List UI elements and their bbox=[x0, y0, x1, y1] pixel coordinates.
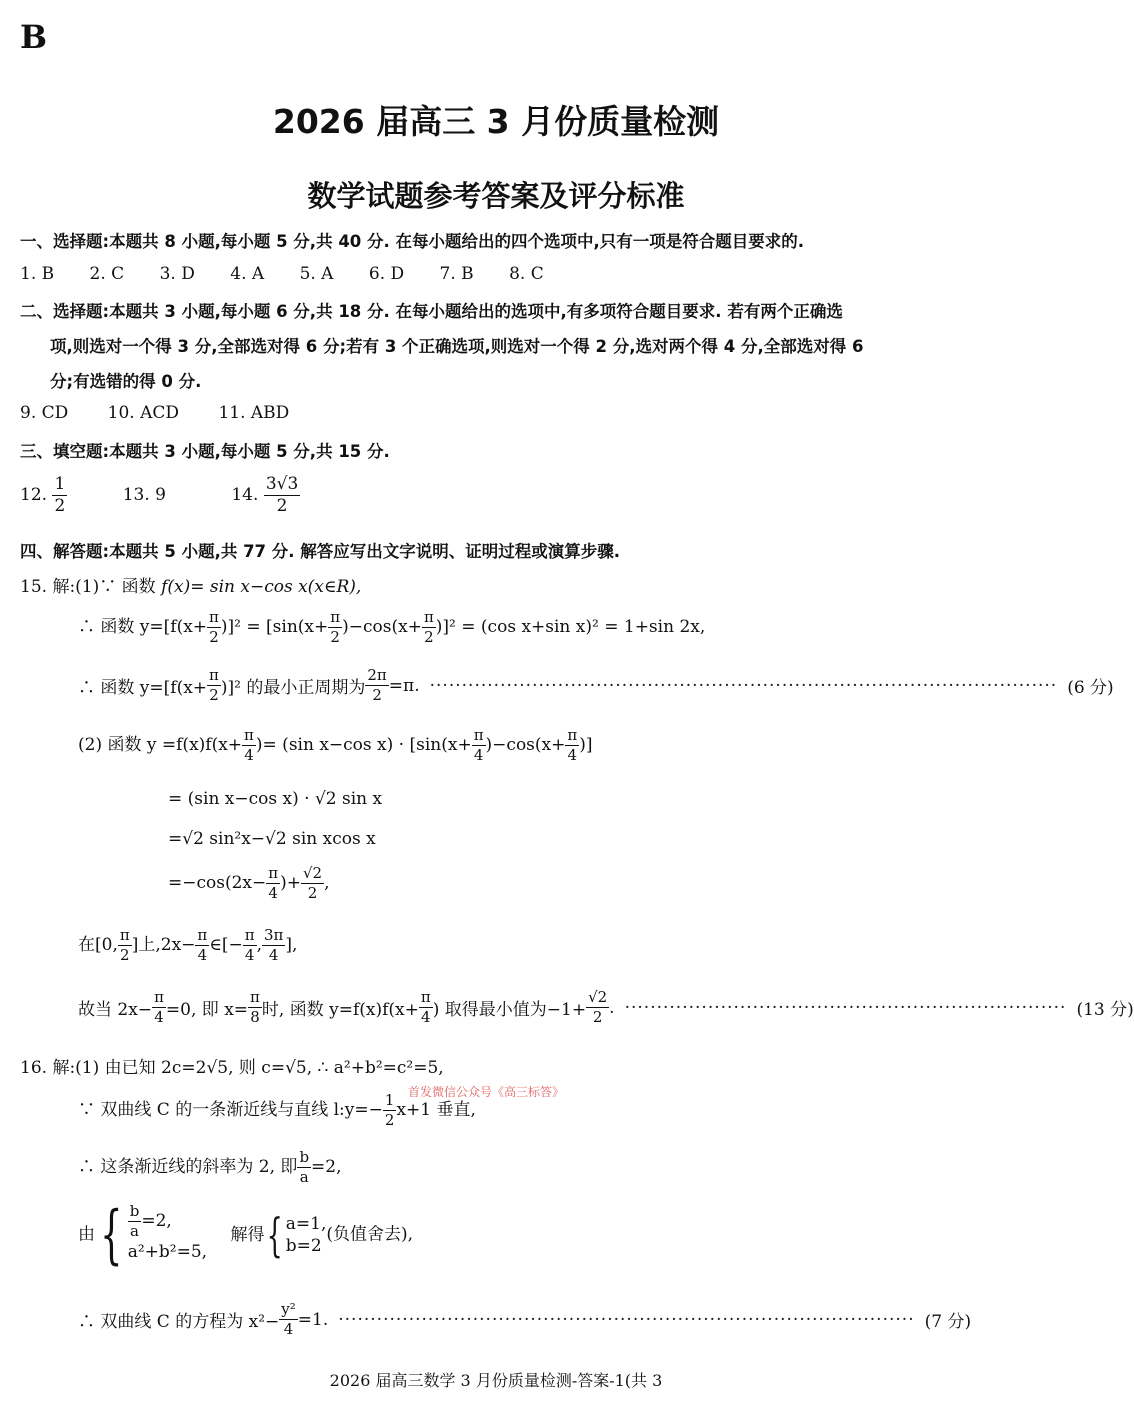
den: 2 bbox=[307, 884, 318, 902]
text: ]上,2x− bbox=[131, 935, 196, 955]
text: 由 bbox=[78, 1224, 95, 1245]
section-2-line-3: 分;有选错的得 0 分. bbox=[50, 372, 202, 391]
q15-line-9 bbox=[78, 988, 1134, 1026]
q16-line-1: 16. 解:(1) 由已知 2c=2√5, 则 c=√5, ∴ a²+b²=c²=5, bbox=[20, 1058, 444, 1078]
fraction-pi-2 bbox=[328, 610, 342, 645]
text: =1. bbox=[297, 1309, 329, 1330]
num: π bbox=[209, 608, 219, 626]
q14-fraction bbox=[264, 476, 300, 515]
den: 2 bbox=[209, 628, 219, 646]
answer-item: 6. D bbox=[368, 264, 405, 284]
num: 1 bbox=[384, 1091, 395, 1109]
text: =2, bbox=[311, 1157, 342, 1177]
num: 3π bbox=[264, 926, 284, 944]
den: 4 bbox=[283, 1320, 294, 1338]
text: )]² = [sin(x+ bbox=[220, 617, 329, 637]
num: π bbox=[423, 608, 434, 626]
num: π bbox=[567, 726, 578, 744]
den: 4 bbox=[244, 946, 255, 964]
left-brace: { bbox=[267, 1208, 284, 1262]
equation-2: a²+b²=5, bbox=[127, 1241, 208, 1262]
num: π bbox=[244, 926, 255, 944]
num: π bbox=[209, 666, 219, 684]
q15-line-6: =√2 sin²x−√2 sin xcos x bbox=[168, 829, 376, 849]
fill-answers bbox=[20, 476, 300, 515]
q15-line-1 bbox=[20, 572, 361, 597]
text: )] bbox=[579, 735, 593, 755]
text: , bbox=[324, 873, 330, 893]
q13-answer: 13. 9 bbox=[122, 485, 166, 505]
answer-item: 10. ACD bbox=[107, 403, 180, 423]
text: ∵ 双曲线 C 的一条渐近线与直线 l:y=− bbox=[78, 1100, 383, 1120]
fraction-pi-4 bbox=[472, 728, 486, 763]
text: 解得 bbox=[230, 1224, 265, 1245]
fraction-y2-4 bbox=[279, 1302, 298, 1337]
q15-head: 15. 解:(1)∵ 函数 bbox=[20, 577, 156, 597]
score-mark: (6 分) bbox=[1067, 678, 1114, 698]
q14-denominator: 2 bbox=[276, 496, 288, 516]
page-title: 2026 届高三 3 月份质量检测 bbox=[272, 102, 720, 141]
answers-1 bbox=[20, 264, 544, 284]
corner-label: B bbox=[20, 18, 48, 56]
score-mark: (7 分) bbox=[924, 1312, 972, 1332]
num: √2 bbox=[588, 988, 608, 1006]
text: 时, 函数 y=f(x)f(x+ bbox=[261, 1000, 419, 1020]
q15-line-4 bbox=[78, 728, 593, 763]
num: π bbox=[268, 864, 279, 882]
fraction-b-a bbox=[128, 1201, 142, 1240]
den: a bbox=[130, 1221, 139, 1240]
score-mark: (13 分) bbox=[1076, 1000, 1134, 1020]
text: 在[0, bbox=[78, 935, 118, 955]
fraction-pi-4 bbox=[195, 928, 209, 963]
num: y² bbox=[281, 1300, 296, 1318]
den: 4 bbox=[473, 746, 484, 764]
fraction-2pi-2 bbox=[365, 668, 388, 703]
text: ], bbox=[285, 935, 298, 955]
answer-item: 2. C bbox=[89, 264, 125, 284]
section-2-line-2: 项,则选对一个得 3 分,全部选对得 6 分;若有 3 个正确选项,则选对一个得 2 分,选对两个得 4 分,全部选对得 6 bbox=[50, 337, 864, 356]
answer-item: 7. B bbox=[439, 264, 474, 284]
q15-line-5: = (sin x−cos x) · √2 sin x bbox=[168, 789, 383, 809]
fraction-pi-2 bbox=[207, 668, 221, 703]
text: ∴ 函数 y=[f(x+ bbox=[78, 617, 208, 637]
fraction-pi-2 bbox=[207, 610, 221, 645]
watermark: 首发微信公众号《高三标答》 bbox=[408, 1085, 565, 1099]
fraction-pi-4 bbox=[266, 866, 280, 901]
num: π bbox=[473, 726, 484, 744]
page-footer: 2026 届高三数学 3 月份质量检测-答案-1(共 3 bbox=[329, 1371, 663, 1390]
leader-dots: ·························································································· bbox=[338, 1309, 915, 1330]
den: 8 bbox=[250, 1008, 260, 1026]
answer-item: 4. A bbox=[230, 264, 265, 284]
text: )+ bbox=[280, 873, 301, 893]
text: ) 取得最小值为−1+ bbox=[432, 1000, 587, 1020]
fraction-pi-4 bbox=[242, 728, 256, 763]
text: ∴ 双曲线 C 的方程为 x²− bbox=[78, 1312, 280, 1332]
fraction-pi-4 bbox=[243, 928, 257, 963]
fraction-3pi-4 bbox=[262, 928, 285, 963]
q16-line-4 bbox=[78, 1198, 414, 1272]
text: =−cos(2x− bbox=[168, 873, 267, 893]
text: x+1 垂直, bbox=[396, 1100, 476, 1120]
equation-system bbox=[127, 1201, 208, 1266]
text: )= (sin x−cos x) · [sin(x+ bbox=[255, 735, 472, 755]
q15-line-3 bbox=[78, 666, 1114, 704]
leader-dots: ····································································· bbox=[624, 997, 1067, 1018]
text: )]² 的最小正周期为 bbox=[220, 678, 366, 698]
q12-denominator: 2 bbox=[54, 496, 66, 516]
text: =π. bbox=[388, 675, 420, 696]
text: ∴ 这条渐近线的斜率为 2, 即 bbox=[78, 1157, 298, 1177]
den: 2 bbox=[330, 628, 340, 646]
answers-2 bbox=[20, 403, 289, 423]
den: 2 bbox=[592, 1008, 603, 1026]
num: π bbox=[197, 926, 208, 944]
text: =2, bbox=[141, 1210, 172, 1231]
text: , bbox=[256, 935, 262, 955]
equation-1 bbox=[128, 1201, 207, 1240]
answer-item: 8. C bbox=[509, 264, 544, 284]
q15-line-8 bbox=[78, 928, 297, 963]
answer-item: 5. A bbox=[299, 264, 334, 284]
fraction-pi-4 bbox=[152, 990, 166, 1025]
num: b bbox=[129, 1201, 140, 1220]
num: π bbox=[250, 988, 260, 1006]
text: (负值舍去), bbox=[326, 1224, 414, 1245]
fraction-pi-8 bbox=[248, 990, 262, 1025]
num: π bbox=[244, 726, 254, 744]
fraction-pi-4 bbox=[419, 990, 433, 1025]
fraction-b-a bbox=[297, 1150, 311, 1185]
den: 4 bbox=[154, 1008, 164, 1026]
fraction-sqrt2-2 bbox=[301, 866, 324, 901]
den: 2 bbox=[209, 686, 219, 704]
text: )−cos(x+ bbox=[342, 617, 422, 637]
leader-dots: ·································································································· bbox=[429, 675, 1058, 696]
solution-2: b=2 bbox=[285, 1236, 322, 1256]
q15-line-2 bbox=[78, 610, 705, 645]
text: )−cos(x+ bbox=[485, 735, 566, 755]
den: 4 bbox=[197, 946, 208, 964]
num: π bbox=[330, 608, 341, 626]
q14-numerator: 3√3 bbox=[265, 474, 299, 494]
den: a bbox=[299, 1168, 309, 1186]
fraction-sqrt2-2 bbox=[586, 990, 609, 1025]
q16-line-2 bbox=[78, 1093, 476, 1128]
q16-line-3 bbox=[78, 1150, 342, 1185]
q16-line-5 bbox=[78, 1300, 972, 1338]
num: π bbox=[420, 988, 431, 1006]
section-1-heading: 一、选择题:本题共 8 小题,每小题 5 分,共 40 分. 在每小题给出的四个选项中,只有一项是符合题目要求的. bbox=[20, 232, 805, 251]
den: 4 bbox=[268, 884, 278, 902]
q15-function-def: f(x)= sin x−cos x(x∈R), bbox=[161, 577, 362, 597]
text: ∴ 函数 y=[f(x+ bbox=[78, 678, 208, 698]
den: 4 bbox=[421, 1008, 431, 1026]
den: 4 bbox=[268, 946, 279, 964]
den: 4 bbox=[244, 746, 254, 764]
num: π bbox=[119, 926, 130, 944]
num: 2π bbox=[367, 666, 387, 684]
fraction-1-2 bbox=[383, 1093, 397, 1128]
q12-label: 12. bbox=[20, 485, 48, 505]
text: )]² = (cos x+sin x)² = 1+sin 2x, bbox=[435, 617, 706, 637]
text: (2) 函数 y =f(x)f(x+ bbox=[78, 735, 243, 755]
text: =0, 即 x= bbox=[165, 1000, 249, 1020]
num: √2 bbox=[303, 864, 323, 882]
answer-item: 1. B bbox=[20, 264, 55, 284]
q12-fraction bbox=[52, 476, 67, 515]
page-subtitle: 数学试题参考答案及评分标准 bbox=[307, 179, 685, 213]
den: 2 bbox=[372, 686, 382, 704]
text: 故当 2x− bbox=[78, 1000, 153, 1020]
solution-1: a=1, bbox=[285, 1213, 327, 1234]
q15-line-7 bbox=[168, 866, 330, 901]
q12-numerator: 1 bbox=[54, 474, 66, 494]
section-4-heading: 四、解答题:本题共 5 小题,共 77 分. 解答应写出文字说明、证明过程或演算步骤. bbox=[20, 542, 621, 561]
section-2-heading: 二、选择题:本题共 3 小题,每小题 6 分,共 18 分. 在每小题给出的选项中,有多项符合题目要求. 若有两个正确选 bbox=[20, 302, 843, 321]
answer-item: 11. ABD bbox=[218, 403, 290, 423]
solution-system bbox=[286, 1213, 327, 1257]
num: π bbox=[154, 988, 164, 1006]
den: 4 bbox=[567, 746, 578, 764]
answer-item: 9. CD bbox=[20, 403, 69, 423]
den: 2 bbox=[424, 628, 434, 646]
q14-label: 14. bbox=[231, 485, 259, 505]
num: b bbox=[299, 1148, 310, 1166]
text: ∈[− bbox=[209, 935, 243, 955]
section-3-heading: 三、填空题:本题共 3 小题,每小题 5 分,共 15 分. bbox=[20, 442, 390, 461]
answer-item: 3. D bbox=[159, 264, 195, 284]
den: 2 bbox=[120, 946, 130, 964]
fraction-pi-2 bbox=[422, 610, 436, 645]
den: 2 bbox=[384, 1111, 395, 1129]
text: . bbox=[609, 997, 615, 1018]
left-brace: { bbox=[100, 1198, 123, 1272]
fraction-pi-4 bbox=[565, 728, 579, 763]
fraction-pi-2 bbox=[118, 928, 132, 963]
